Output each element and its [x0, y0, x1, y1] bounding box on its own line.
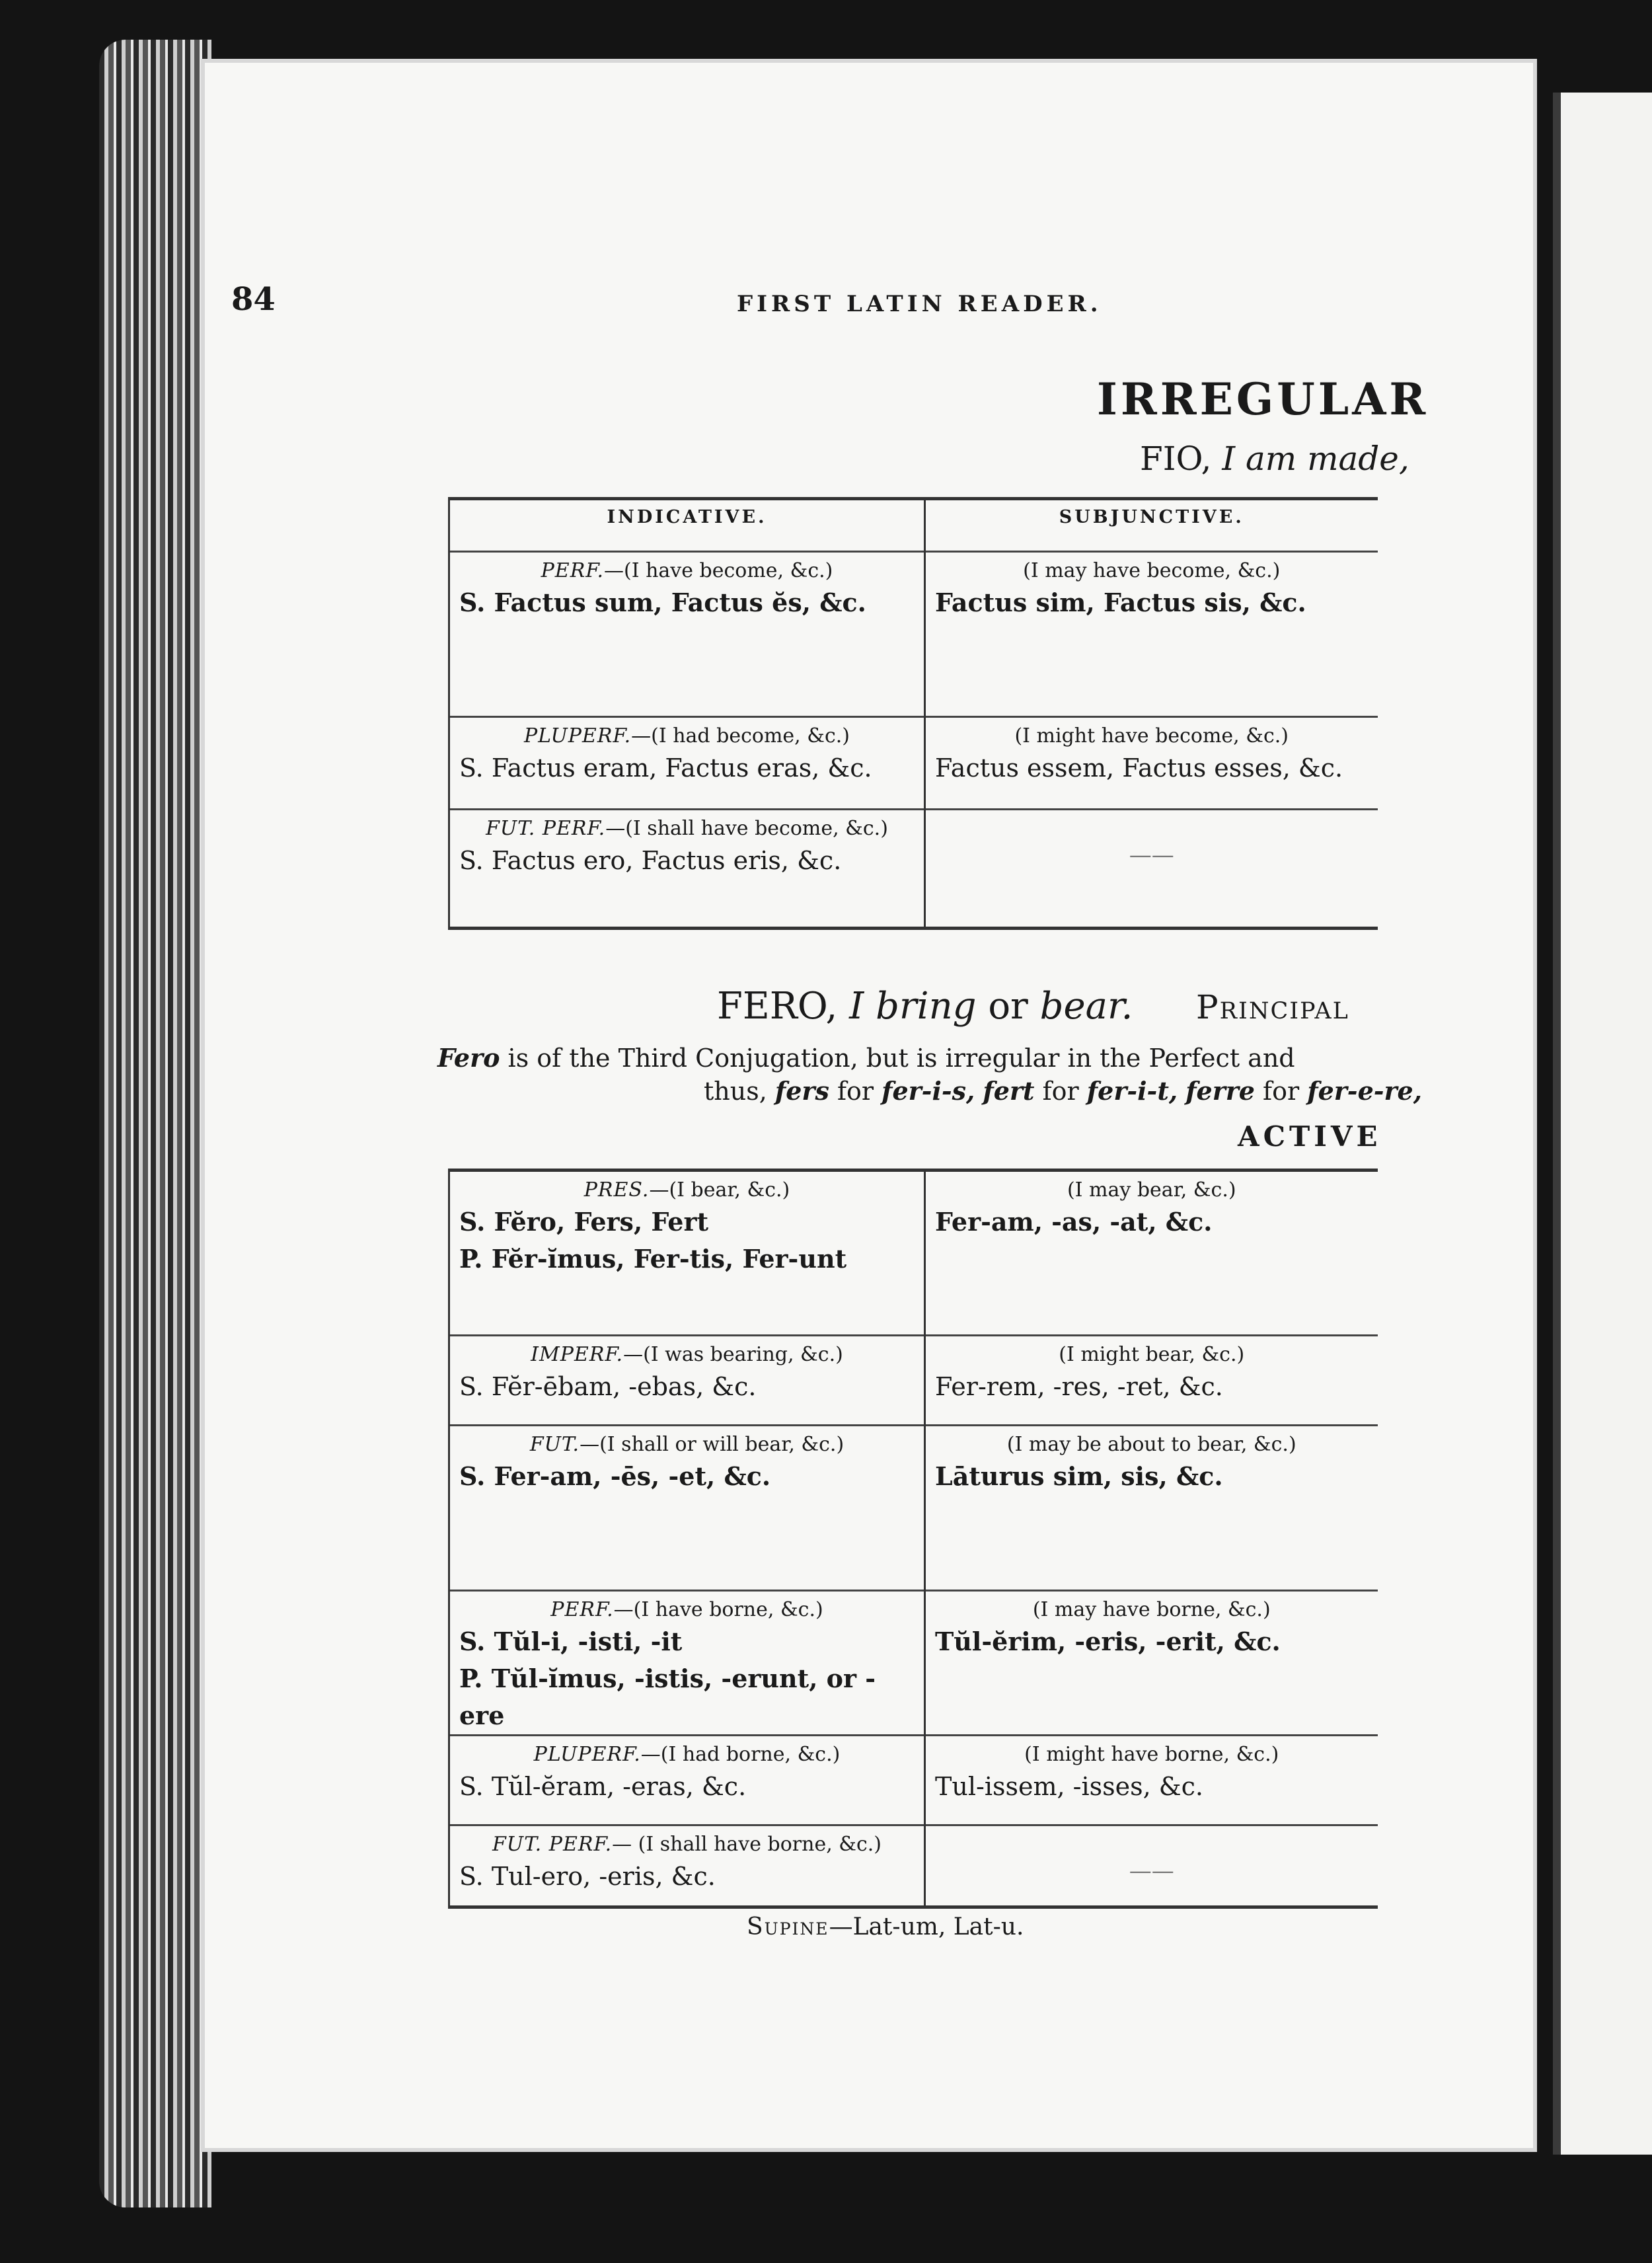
tense-gloss: (I might have become, &c.): [1014, 724, 1289, 748]
tense-gloss: (I may have become, &c.): [1023, 559, 1281, 582]
fio-heading: [1140, 440, 1409, 478]
voice-heading: ACTIVE: [1238, 1120, 1382, 1153]
indicative-cell: [449, 810, 925, 929]
tense-label: PERF.—(I have become, &c.): [541, 559, 833, 582]
tense-gloss: (I may be about to bear, &c.): [1006, 1433, 1296, 1456]
fio-conjugation-table: [448, 497, 1378, 930]
table-row: [449, 717, 1378, 810]
indicative-cell: [449, 552, 925, 717]
fio-verb: FIO,: [1140, 440, 1212, 478]
form-line: Lāturus sim, sis, &c.: [935, 1461, 1223, 1491]
subjunctive-cell: [925, 552, 1378, 717]
tense-label: FUT. PERF.—(I shall have become, &c.): [486, 817, 888, 840]
indicative-header: INDICATIVE.: [449, 499, 925, 552]
book-binding-edge: [99, 40, 211, 2207]
page-number: 84: [231, 281, 276, 318]
subjunctive-cell: [925, 1336, 1378, 1426]
fio-gloss: I am made,: [1222, 440, 1409, 478]
table-row: [449, 1426, 1378, 1591]
form-line: Tul-issem, -isses, &c.: [935, 1772, 1203, 1801]
tense-gloss: (I might bear, &c.): [1059, 1343, 1245, 1366]
form-line: P. Tŭl-ĭmus, -istis, -erunt, or -ere: [459, 1664, 876, 1730]
form-line: S. Factus ero, Factus eris, &c.: [459, 846, 842, 875]
form-line: S. Fĕro, Fers, Fert: [459, 1207, 709, 1237]
subjunctive-cell: [925, 810, 1378, 929]
form-line: Fer-rem, -res, -ret, &c.: [935, 1372, 1223, 1401]
tense-label: PERF.—(I have borne, &c.): [550, 1598, 823, 1621]
form-line: S. Tŭl-ĕram, -eras, &c.: [459, 1772, 747, 1801]
table-row: [449, 1825, 1378, 1907]
form-line: S. Tul-ero, -eris, &c.: [459, 1862, 716, 1891]
indicative-cell: [449, 1170, 925, 1336]
tense-label: PLUPERF.—(I had become, &c.): [524, 724, 850, 748]
table-row: [449, 1591, 1378, 1736]
facing-page-edge: [1553, 93, 1652, 2155]
empty-dash: ——: [1129, 1858, 1174, 1884]
form-line: Fer-am, -as, -at, &c.: [935, 1207, 1213, 1237]
fero-note-line-2: thus, fers for fer-i-s, fert for fer-i-t, ferre for fer-e-re,: [704, 1076, 1422, 1106]
tense-gloss: (I might have borne, &c.): [1024, 1743, 1279, 1766]
table-row: [449, 552, 1378, 717]
empty-dash: ——: [1129, 842, 1174, 868]
supine-line: Supine—Lat-um, Lat-u.: [747, 1913, 1024, 1940]
tense-label: PRES.—(I bear, &c.): [583, 1178, 790, 1202]
subjunctive-cell: [925, 1591, 1378, 1736]
indicative-cell: [449, 1825, 925, 1907]
form-line: Factus sim, Factus sis, &c.: [935, 588, 1306, 617]
subjunctive-cell: [925, 717, 1378, 810]
table-row: [449, 1170, 1378, 1336]
indicative-cell: [449, 1591, 925, 1736]
subjunctive-cell: [925, 1736, 1378, 1825]
tense-label: PLUPERF.—(I had borne, &c.): [533, 1743, 841, 1766]
subjunctive-cell: [925, 1426, 1378, 1591]
subjunctive-cell: [925, 1170, 1378, 1336]
form-line: P. Fĕr-ĭmus, Fer-tis, Fer-unt: [459, 1244, 847, 1274]
section-heading: IRREGULAR: [1097, 373, 1429, 425]
principal-parts-heading: Principal: [1196, 988, 1349, 1026]
running-head: FIRST LATIN READER.: [737, 291, 1102, 317]
form-line: S. Factus sum, Factus ĕs, &c.: [459, 588, 866, 617]
indicative-cell: [449, 1336, 925, 1426]
subjunctive-cell: [925, 1825, 1378, 1907]
form-line: S. Tŭl-i, -isti, -it: [459, 1627, 683, 1656]
tense-label: FUT. PERF.— (I shall have borne, &c.): [492, 1833, 882, 1856]
indicative-cell: [449, 1736, 925, 1825]
form-line: S. Factus eram, Factus eras, &c.: [459, 753, 872, 783]
tense-gloss: (I may have borne, &c.): [1032, 1598, 1271, 1621]
tense-gloss: (I may bear, &c.): [1067, 1178, 1236, 1202]
indicative-cell: [449, 1426, 925, 1591]
form-line: Factus essem, Factus esses, &c.: [935, 753, 1343, 783]
table-row: [449, 1336, 1378, 1426]
table-row: [449, 1736, 1378, 1825]
form-line: S. Fĕr-ēbam, -ebas, &c.: [459, 1372, 757, 1401]
fero-heading: FERO, I bring or bear.: [717, 985, 1133, 1028]
fero-note-line-1: Fero is of the Third Conjugation, but is irregular in the Perfect and: [437, 1043, 1295, 1073]
indicative-cell: [449, 717, 925, 810]
table-row: [449, 810, 1378, 929]
form-line: Tŭl-ĕrim, -eris, -erit, &c.: [935, 1627, 1281, 1656]
fero-conjugation-table: [448, 1169, 1378, 1909]
subjunctive-header: SUBJUNCTIVE.: [925, 499, 1378, 552]
tense-label: FUT.—(I shall or will bear, &c.): [529, 1433, 845, 1456]
tense-label: IMPERF.—(I was bearing, &c.): [531, 1343, 843, 1366]
form-line: S. Fer-am, -ēs, -et, &c.: [459, 1461, 771, 1491]
